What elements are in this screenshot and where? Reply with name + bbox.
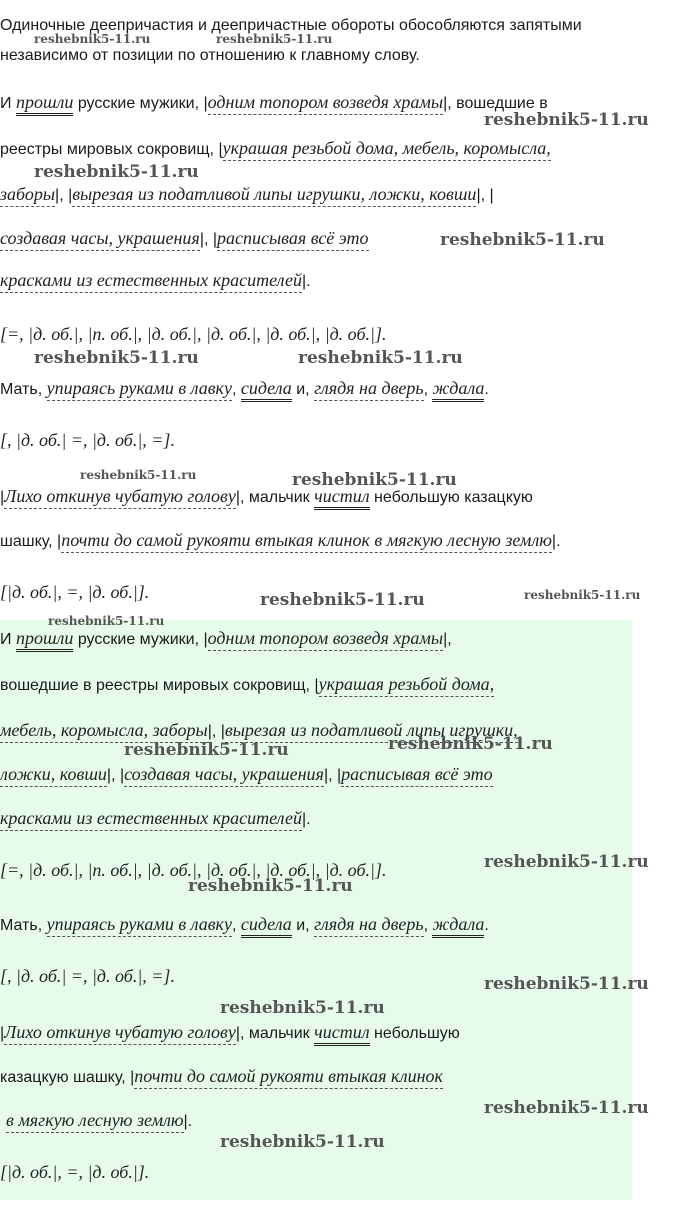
b2-s3-line2: казацкую шашку, |почти до самой рукояти втыкая клинок (0, 1064, 443, 1090)
b2-s1-line2: вошедшие в реестры мировых сокровищ, |украшая резьбой дома, (0, 672, 494, 698)
predicate: прошли (16, 628, 73, 652)
b1-s1-line1: И прошли русские мужики, |одним топором возведя храмы|, вошедшие в (0, 90, 548, 116)
predicate: чистил (314, 1022, 369, 1046)
participle-phrase: одним топором возведя храмы (208, 92, 443, 115)
b1-s1-line4: создавая часы, украшения|, |расписывая всё это (0, 226, 369, 252)
predicate: чистил (314, 486, 369, 510)
predicate: прошли (16, 92, 73, 116)
watermark: reshebnik5-11.ru (124, 740, 289, 760)
rule-line-1: Одиночные деепричастия и деепричастные обороты обособляются запятыми (0, 17, 582, 34)
watermark: reshebnik5-11.ru (216, 32, 333, 46)
participle-phrase: украшая резьбой дома, мебель, коромысла, (223, 138, 551, 161)
b2-s3-line3: в мягкую лесную землю|. (6, 1108, 192, 1134)
watermark: reshebnik5-11.ru (484, 110, 649, 130)
predicate: ждала (432, 914, 484, 938)
watermark: reshebnik5-11.ru (220, 998, 385, 1018)
participle-phrase: вырезая из податливой липы игрушки, ложки, ковши (72, 184, 476, 207)
b2-s1-line4: ложки, ковши|, |создавая часы, украшения|, |расписывая всё это (0, 762, 493, 788)
participle-phrase: расписывая всё это (217, 228, 368, 251)
watermark: reshebnik5-11.ru (298, 348, 463, 368)
b2-s3-line1: |Лихо откинув чубатую голову|, мальчик чистил небольшую (0, 1020, 460, 1046)
predicate: сидела (241, 914, 292, 938)
b1-scheme-2: [, |д. об.| =, |д. об.|, =]. (0, 430, 175, 450)
watermark: reshebnik5-11.ru (292, 470, 457, 490)
predicate: сидела (241, 378, 292, 402)
b2-s2: Мать, упираясь руками в лавку, сидела и, глядя на дверь, ждала. (0, 912, 489, 938)
rule-line-2: независимо от позиции по отношению к главному слову. (0, 47, 420, 64)
b1-s1-line5: красками из естественных красителей|. (0, 268, 311, 294)
b1-s1-line3: заборы|, |вырезая из податливой липы игрушки, ложки, ковши|, | (0, 182, 494, 208)
b2-scheme-1: [=, |д. об.|, |п. об.|, |д. об.|, |д. об.|, |д. об.|, |д. об.|]. (0, 860, 387, 880)
b1-scheme-3: [|д. об.|, =, |д. об.|]. (0, 582, 150, 602)
predicate: ждала (432, 378, 484, 402)
watermark: reshebnik5-11.ru (188, 876, 353, 896)
b2-scheme-3: [|д. об.|, =, |д. об.|]. (0, 1162, 150, 1182)
b2-s1-line5: красками из естественных красителей|. (0, 806, 311, 832)
watermark: reshebnik5-11.ru (48, 614, 165, 628)
b1-s2: Мать, упираясь руками в лавку, сидела и, глядя на дверь, ждала. (0, 376, 489, 402)
watermark: reshebnik5-11.ru (388, 734, 553, 754)
b2-s1-line1: И прошли русские мужики, |одним топором возведя храмы|, (0, 626, 452, 652)
b1-s3-line1: |Лихо откинув чубатую голову|, мальчик чистил небольшую казацкую (0, 484, 533, 510)
watermark: reshebnik5-11.ru (34, 348, 199, 368)
watermark: reshebnik5-11.ru (34, 32, 151, 46)
b2-scheme-2: [, |д. об.| =, |д. об.|, =]. (0, 966, 175, 986)
b1-s3-line2: шашку, |почти до самой рукояти втыкая клинок в мягкую лесную землю|. (0, 528, 561, 554)
b2-s1-line3: мебель, коромысла, заборы|, |вырезая из податливой липы игрушки, (0, 718, 518, 744)
watermark: reshebnik5-11.ru (220, 1132, 385, 1152)
watermark: reshebnik5-11.ru (484, 974, 649, 994)
watermark: reshebnik5-11.ru (34, 162, 199, 182)
b1-scheme-1: [=, |д. об.|, |п. об.|, |д. об.|, |д. об.|, |д. об.|, |д. об.|]. (0, 324, 387, 344)
watermark: reshebnik5-11.ru (260, 590, 425, 610)
watermark: reshebnik5-11.ru (524, 588, 641, 602)
watermark: reshebnik5-11.ru (484, 852, 649, 872)
watermark: reshebnik5-11.ru (80, 468, 197, 482)
watermark: reshebnik5-11.ru (440, 230, 605, 250)
b1-s1-line2: реестры мировых сокровищ, |украшая резьбой дома, мебель, коромысла, (0, 136, 551, 162)
watermark: reshebnik5-11.ru (484, 1098, 649, 1118)
